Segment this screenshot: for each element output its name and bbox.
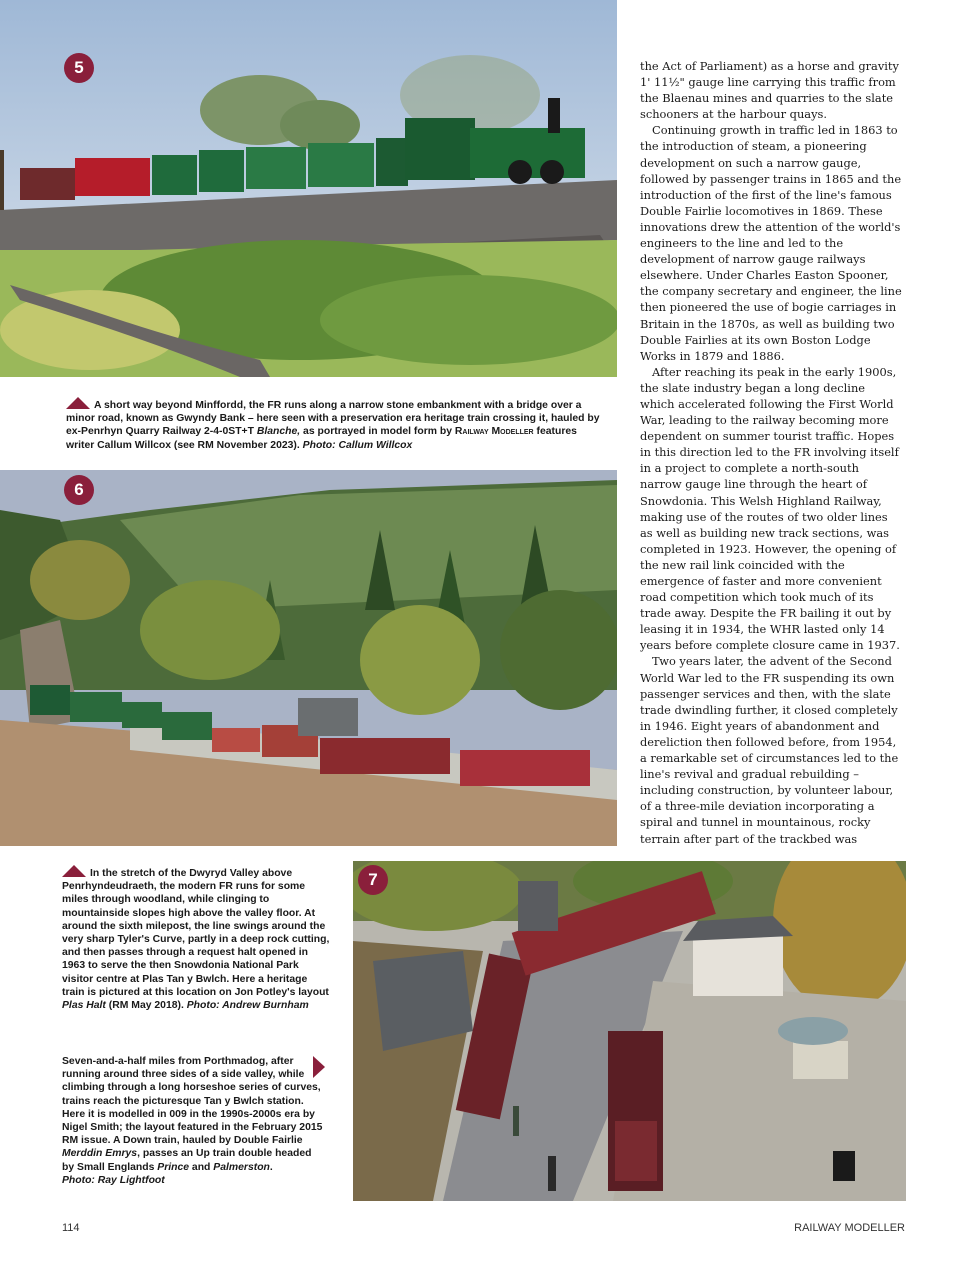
body-text-column bbox=[640, 58, 902, 847]
photo-6-number-badge: 6 bbox=[64, 475, 94, 505]
magazine-name: RAILWAY MODELLER bbox=[794, 1222, 905, 1234]
photo-7-tan-y-bwlch bbox=[353, 861, 906, 1201]
photo-7-number-badge: 7 bbox=[358, 865, 388, 895]
photo-6-plas-halt bbox=[0, 470, 617, 846]
photo-5-gwyndy-bank bbox=[0, 0, 617, 377]
pointer-right-icon bbox=[313, 1056, 325, 1078]
caption-photo-7: Seven-and-a-half miles from Porthmadog, after running around three sides of a side valley, while climbing through a long horseshoe series of curves, trains reach the picturesque Tan y Bwlch station. Here it is modelled in 009 in the 1990s-2000s era by Nigel Smith; the layout featured in the February 2015 RM issue. A Down train, hauled by Double Fairlie Merddin Emrys, passes an Up train double headed by Small Englands Prince and Palmerston. Photo: Ray Lightfoot bbox=[62, 1056, 323, 1186]
body-paragraph: After reaching its peak in the early 1900s, the slate industry began a long decline which accelerated following the First World War, leading to the railway becoming more dependent on summer tourist traffic. Hopes in this direction led to the FR involving itself in a project to complete a north-south narrow gauge line through the heart of Snowdonia. This Welsh Highland Railway, making use of the routes of two older lines as well as building new track sections, was completed in 1923. However, the opening of the new rail link coincided with the emergence of faster and more convenient road competition which took much of its trade away. Despite the FR bailing it out by leasing it in 1934, the WHR lasted only 14 years before complete closure came in 1937. bbox=[640, 364, 900, 653]
body-paragraph: Two years later, the advent of the Second World War led to the FR suspending its own passenger services and then, with the slate trade dwindling further, it closed completely in 1946. Eight years of abandonment and dereliction then followed before, from 1954, a remarkable set of circumstances led to the line's revival and gradual rebuilding – including construction, by volunteer labour, of a three-mile deviation incorporating a spiral and tunnel in mountainous, rocky terrain after part of the trackbed was bbox=[640, 654, 899, 846]
body-paragraph: Continuing growth in traffic led in 1863 to the introduction of steam, a pioneering development on such a narrow gauge, followed by passenger trains in 1865 and the introduction of the first of the line's famous Double Fairlie locomotives in 1869. These innovations drew the attention of the world's engineers to the line and led to the development of narrow gauge railways elsewhere. Under Charles Easton Spooner, the company secretary and engineer, the line then pioneered the use of bogie carriages in Britain in the 1870s, as well as building two Double Fairlies at its own Boston Lodge Works in 1879 and 1886. bbox=[640, 123, 902, 363]
pointer-up-icon bbox=[66, 397, 90, 409]
pointer-up-icon bbox=[62, 865, 86, 877]
page-number: 114 bbox=[62, 1222, 80, 1234]
photo-5-number-badge: 5 bbox=[64, 53, 94, 83]
caption-photo-6: In the stretch of the Dwyryd Valley above Penrhyndeudraeth, the modern FR runs for some miles through woodland, while clinging to mountainside slopes high above the valley floor. At around the sixth milepost, the line swings around the very sharp Tyler's Curve, partly in a deep rock cutting, and then passes through a request halt opened in 1963 to serve the then Snowdonia National Park visitor centre at Plas Tan y Bwlch. Here a heritage train is pictured at this location on Jon Potley's layout Plas Halt (RM May 2018). Photo: Andrew Burnham bbox=[62, 865, 330, 1012]
caption-photo-5: A short way beyond Minffordd, the FR runs along a narrow stone embankment with a bridge over a minor road, known as Gwyndy Bank – here seen with a preservation era heritage train crossing it, hauled by ex-Penrhyn Quarry Railway 2-4-0ST+T Blanche, as portrayed in model form by Railway Modeller features writer Callum Willcox (see RM November 2023). Photo: Callum Willcox bbox=[66, 397, 606, 452]
body-paragraph: the Act of Parliament) as a horse and gravity 1' 11½" gauge line carrying this traffic from the Blaenau mines and quarries to the slate schooners at the harbour quays. bbox=[640, 59, 899, 122]
